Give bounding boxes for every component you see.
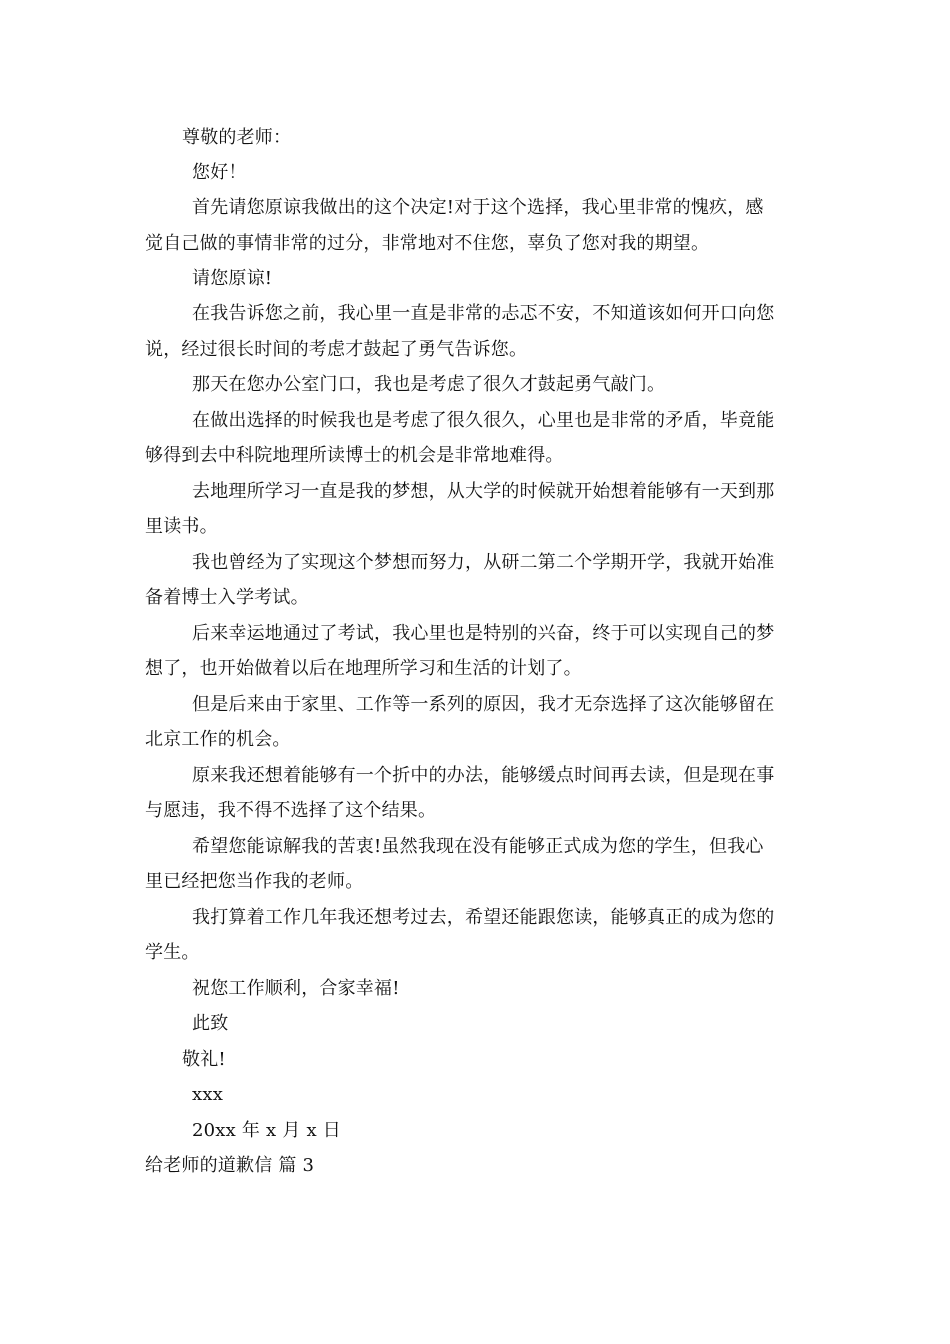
salutation: 尊敬的老师：	[182, 127, 292, 148]
paragraph-8-line-1: 后来幸运地通过了考试，我心里也是特别的兴奋，终于可以实现自己的梦	[192, 623, 775, 644]
paragraph-4-line-1: 那天在您办公室门口，我也是考虑了很久才鼓起勇气敲门。	[192, 374, 666, 395]
paragraph-10-line-1: 原来我还想着能够有一个折中的办法，能够缓点时间再去读，但是现在事	[192, 765, 775, 786]
paragraph-10-line-2: 与愿违，我不得不选择了这个结果。	[145, 800, 437, 821]
paragraph-5-line-2: 够得到去中科院地理所读博士的机会是非常地难得。	[145, 445, 564, 466]
paragraph-11-line-2: 里已经把您当作我的老师。	[145, 871, 364, 892]
paragraph-1-line-2: 觉自己做的事情非常的过分，非常地对不住您，辜负了您对我的期望。	[145, 233, 710, 254]
paragraph-9-line-1: 但是后来由于家里、工作等一系列的原因，我才无奈选择了这次能够留在	[192, 694, 775, 715]
paragraph-13-line-1: 祝您工作顺利，合家幸福!	[192, 978, 400, 999]
closing-line-2: 敬礼!	[182, 1049, 226, 1070]
closing-line-1: 此致	[192, 1013, 229, 1034]
date: 20xx 年 x 月 x 日	[192, 1120, 341, 1141]
paragraph-3-line-2: 说，经过很长时间的考虑才鼓起了勇气告诉您。	[145, 339, 528, 360]
paragraph-1-line-1: 首先请您原谅我做出的这个决定!对于这个选择，我心里非常的愧疚，感	[192, 197, 764, 218]
paragraph-11-line-1: 希望您能谅解我的苦衷!虽然我现在没有能够正式成为您的学生，但我心	[192, 836, 764, 857]
paragraph-6-line-1: 去地理所学习一直是我的梦想，从大学的时候就开始想着能够有一天到那	[192, 481, 775, 502]
paragraph-7-line-2: 备着博士入学考试。	[145, 587, 309, 608]
paragraph-8-line-2: 想了，也开始做着以后在地理所学习和生活的计划了。	[145, 658, 582, 679]
paragraph-9-line-2: 北京工作的机会。	[145, 729, 291, 750]
paragraph-12-line-1: 我打算着工作几年我还想考过去，希望还能跟您读，能够真正的成为您的	[192, 907, 775, 928]
paragraph-3-line-1: 在我告诉您之前，我心里一直是非常的忐忑不安，不知道该如何开口向您	[192, 303, 775, 324]
paragraph-2-line-1: 请您原谅!	[192, 268, 273, 289]
paragraph-7-line-1: 我也曾经为了实现这个梦想而努力，从研二第二个学期开学，我就开始准	[192, 552, 775, 573]
paragraph-5-line-1: 在做出选择的时候我也是考虑了很久很久，心里也是非常的矛盾，毕竟能	[192, 410, 775, 431]
greeting: 您好！	[192, 162, 247, 183]
paragraph-6-line-2: 里读书。	[145, 516, 218, 537]
signature: xxx	[192, 1084, 224, 1105]
next-section-title: 给老师的道歉信 篇 3	[145, 1155, 315, 1176]
paragraph-12-line-2: 学生。	[145, 942, 200, 963]
